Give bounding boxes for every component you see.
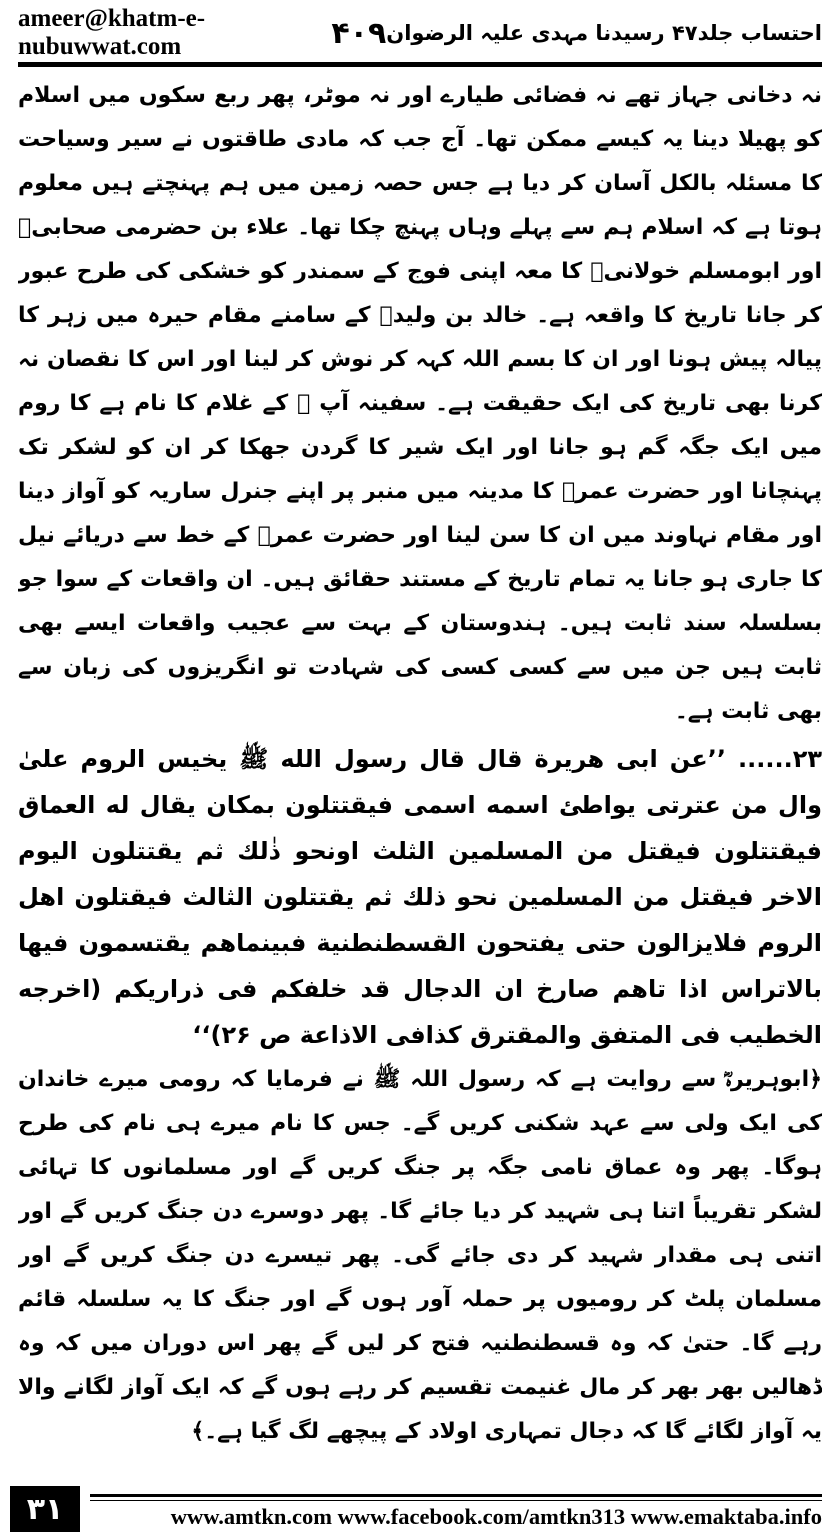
footer-website-links[interactable]: www.amtkn.com www.facebook.com/amtkn313 www.emaktaba.info (170, 1504, 822, 1529)
header-page-number: ۴۰۹ (331, 15, 387, 51)
arabic-hadith-paragraph: ۲۳...... ’’عن ابی هريرة قال قال رسول الله ﷺ يخيس الروم علىٰ وال من عترتی يواطئ اسمه اسمی فيقتتلون بمكان يقال له العماق فيقتتلون فيقتل من المسلمين الثلث اونحو ذٰلك ثم يقتتلون اليوم الاخر فيقتل من المسلمين نحو ذلك ثم يقتتلون الثالث فيقتلون اهل الروم فلايزالون حتى يفتحون القسطنطنية فبينماهم يقتسمون فيها بالاتراس اذا تاهم صارخ ان الدجال قد خلفكم فی ذراريكم (اخرجه الخطيب فی المتفق والمقترق كذافی الاذاعة ص ۲۶)‘‘ (18, 745, 822, 1049)
footer-page-number: ۳۱ (10, 1486, 80, 1532)
page-header (18, 5, 822, 60)
urdu-paragraph-1: نہ دخانی جہاز تھے نہ فضائی طیارے اور نہ موٹر، پھر ربع سکوں میں اسلام کو پھیلا دینا یہ کیسے ممکن تھا۔ آج جب کہ مادی طاقتوں نے سیر وسیاحت کا مسئلہ بالکل آسان کر دیا ہے جس حصہ زمین میں ہم پہنچتے ہیں معلوم ہوتا ہے کہ اسلام ہم سے پہلے وہاں پہنچ چکا تھا۔ علاء بن حضرمی صحابیؓ اور ابومسلم خولانیؒ کا معہ اپنی فوج کے سمندر کو خشکی کی طرح عبور کر جانا تاریخ کا واقعہ ہے۔ خالد بن ولیدؓ کے سامنے مقام حیرہ میں زہر کا پیالہ پیش ہونا اور ان کا بسم اللہ کہہ کر نوش کر لینا اور اس کا نقصان نہ کرنا بھی تاریخ کی ایک حقیقت ہے۔ سفینہ آپ ﷺ کے غلام کا نام ہے کا روم میں ایک جگہ گم ہو جانا اور ایک شیر کا گردن جھکا کر ان کو لشکر تک پہنچانا اور حضرت عمرؓ کا مدینہ میں منبر پر اپنے جنرل ساریہ کو آواز دینا اور مقام نہاوند میں ان کا سن لینا اور حضرت عمرؓ کے خط سے دریائے نیل کا جاری ہو جانا یہ تمام تاریخ کے مستند حقائق ہیں۔ ان واقعات کے سوا جو بسلسلہ سند ثابت ہیں۔ ہندوستان کے بہت سے عجیب واقعات ایسے بھی ثابت ہیں جن میں سے کسی کسی کی شہادت تو انگریزوں کی زبان سے بھی ثابت ہے۔ (18, 83, 822, 724)
header-left-group (18, 5, 386, 61)
footer-divider (90, 1494, 822, 1501)
urdu-translation-paragraph: ﴿ابوہریرہؓ سے روایت ہے کہ رسول اللہ ﷺ نے فرمایا کہ رومی میرے خاندان کی ایک ولی سے عہد شکنی کریں گے۔ جس کا نام میرے ہی نام کی طرح ہوگا۔ پھر وہ عماق نامی جگہ پر جنگ کریں گے اور مسلمانوں کا تہائی لشکر تقریباً اتنا ہی شہید کر دیا جائے گا۔ پھر دوسرے دن جنگ کریں گے اور اتنی ہی مقدار شہید کر دی جائے گی۔ پھر تیسرے دن جنگ کریں گے اور مسلمان پلٹ کر رومیوں پر حملہ آور ہوں گے اور جنگ کا یہ سلسلہ قائم رہے گا۔ حتیٰ کہ وہ قسطنطنیہ فتح کر لیں گے پھر اس دوران میں کہ وہ ڈھالیں بھر بھر کر مال غنیمت تقسیم کر رہے ہوں گے کہ ایک آواز لگانے والا یہ آواز لگائے گا کہ دجال تمہاری اولاد کے پیچھے لگ گیا ہے۔﴾ (18, 1067, 822, 1444)
page-body (18, 74, 822, 1466)
header-divider (18, 62, 822, 67)
page-footer (10, 1486, 830, 1534)
header-email[interactable]: ameer@khatm-e-nubuwwat.com (18, 5, 206, 60)
header-book-title: احتساب جلد۴۷ رسیدنا مہدی علیہ الرضوان (386, 21, 822, 45)
